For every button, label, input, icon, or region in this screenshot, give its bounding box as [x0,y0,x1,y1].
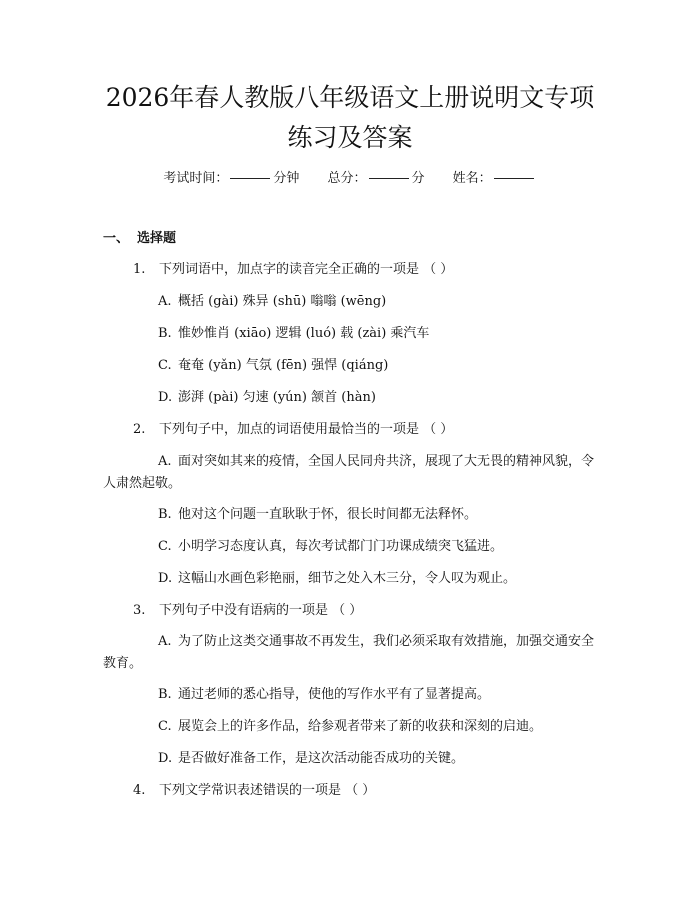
exam-score-unit: 分 [411,171,425,186]
option-text: 是否做好准备工作，是这次活动能否成功的关键。 [178,751,465,766]
option-text: 为了防止这类交通事故不再发生，我们必须采取有效措施，加强交通安全教育。 [103,634,595,671]
question-1-option-a[interactable] [158,293,386,311]
option-text: 惟妙惟肖 (xiāo) 逻辑 (luó) 载 (zài) 乘汽车 [178,326,430,341]
option-text: 面对突如其来的疫情，全国人民同舟共济，展现了大无畏的精神风貌，令人肃然起敬。 [103,454,595,491]
exam-name [453,170,537,188]
option-label: B. [158,507,172,522]
document-title-line1: 2026年春人教版八年级语文上册说明文专项 [105,83,595,112]
option-text: 这幅山水画色彩艳丽，细节之处入木三分，令人叹为观止。 [178,571,517,586]
option-label: C. [158,539,172,554]
question-number: 4. [133,783,146,798]
question-text: 下列文学常识表述错误的一项是 （ ） [159,783,376,798]
option-text: 澎湃 (pài) 匀速 (yún) 颔首 (hàn) [178,390,376,405]
question-1-option-b[interactable] [158,325,429,343]
question-number: 2. [133,422,146,437]
option-text: 奄奄 (yǎn) 气氛 (fēn) 强悍 (qiáng) [178,358,389,373]
option-label: D. [158,390,173,405]
option-text: 展览会上的许多作品，给参观者带来了新的收获和深刻的启迪。 [178,719,543,734]
option-label: C. [158,719,172,734]
question-3-option-b[interactable] [158,686,490,704]
question-2-option-b[interactable] [158,506,477,524]
option-label: A. [158,454,172,469]
option-label: B. [158,687,172,702]
question-3 [133,602,362,620]
question-number: 3. [133,603,146,618]
question-3-option-c[interactable] [158,718,542,736]
document-title-line2: 练习及答案 [287,123,413,152]
question-1-option-c[interactable] [158,357,388,375]
option-label: C. [158,358,172,373]
question-4 [133,782,375,800]
option-label: D. [158,751,173,766]
exam-score [327,170,424,188]
option-label: B. [158,326,172,341]
question-3-option-d[interactable] [158,750,464,768]
question-2-option-c[interactable] [158,538,503,556]
exam-info [0,170,700,188]
exam-time-unit: 分钟 [273,171,300,186]
question-1-option-d[interactable] [158,389,376,407]
question-2-option-d[interactable] [158,570,516,588]
question-2 [133,421,453,439]
question-number: 1. [133,262,146,277]
question-text: 下列句子中，加点的词语使用最恰当的一项是 （ ） [159,422,454,437]
exam-name-blank[interactable] [494,178,534,179]
question-text: 下列词语中，加点字的读音完全正确的一项是 （ ） [159,262,454,277]
option-text: 他对这个问题一直耿耿于怀，很长时间都无法释怀。 [178,507,478,522]
question-text: 下列句子中没有语病的一项是 （ ） [159,603,363,618]
section-title: 选择题 [137,231,177,246]
section-number: 一、 [103,231,130,246]
exam-name-label: 姓名： [452,171,492,186]
exam-score-blank[interactable] [369,178,409,179]
option-text: 概括 (gài) 殊异 (shū) 嗡嗡 (wēng) [178,294,387,309]
option-label: D. [158,571,173,586]
section-heading [103,230,176,248]
exam-score-label: 总分： [327,171,367,186]
exam-time [163,170,299,188]
option-label: A. [158,634,172,649]
question-3-option-a[interactable] [103,631,597,675]
option-text: 小明学习态度认真，每次考试都门门功课成绩突飞猛进。 [178,539,504,554]
option-label: A. [158,294,172,309]
option-text: 通过老师的悉心指导，使他的写作水平有了显著提高。 [178,687,491,702]
question-1 [133,261,453,279]
question-2-option-a[interactable] [103,451,597,495]
exam-time-label: 考试时间： [163,171,229,186]
exam-time-blank[interactable] [230,178,270,179]
